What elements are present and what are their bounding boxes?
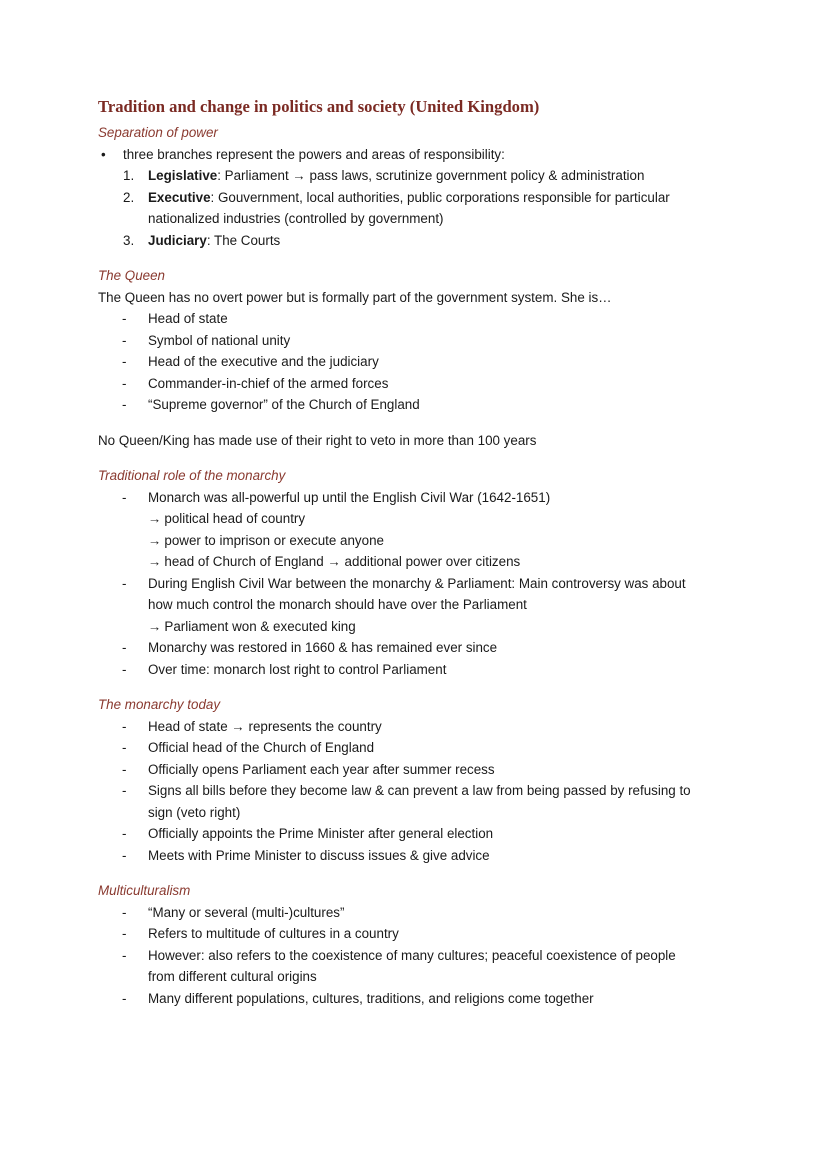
dash-marker: - — [122, 904, 127, 920]
sub-item — [98, 616, 738, 638]
item-text: power to imprison or execute anyone — [164, 532, 384, 548]
dash-marker: - — [122, 783, 127, 798]
item-text: head of Church of England — [164, 554, 328, 569]
dash-item — [98, 637, 738, 659]
dash-item — [98, 330, 738, 352]
sub-item — [98, 551, 738, 573]
dash-item — [98, 823, 738, 845]
dash-marker: - — [122, 926, 127, 941]
item-text: Symbol of national unity — [148, 332, 291, 348]
arrow-icon: → — [148, 532, 162, 548]
item-continuation: from different cultural origins — [148, 969, 317, 984]
dash-marker: - — [122, 947, 127, 963]
term-legislative: Legislative — [148, 168, 218, 183]
term-executive: Executive — [148, 189, 211, 205]
numbered-item-judiciary — [98, 230, 738, 252]
item-text: Meets with Prime Minister to discuss issues & give advice — [148, 847, 490, 863]
item-text: : Parliament — [217, 168, 293, 183]
arrow-icon: → — [292, 168, 306, 183]
item-text: Officially opens Parliament each year after summer recess — [148, 761, 495, 777]
item-text: During English Civil War between the monarchy & Parliament: Main controversy was about — [148, 575, 686, 591]
dash-marker: - — [122, 354, 127, 369]
dash-item — [98, 716, 738, 738]
dash-item — [98, 902, 738, 924]
document-title: Tradition and change in politics and society (United Kingdom) — [98, 97, 540, 116]
section-title-queen: The Queen — [98, 268, 165, 283]
item-text: additional power over citizens — [340, 554, 521, 569]
bullet-marker: • — [101, 146, 106, 162]
section-title-multiculturalism: Multiculturalism — [98, 883, 191, 898]
item-text: pass laws, scrutinize government policy & administration — [305, 168, 645, 183]
item-text: “Supreme governor” of the Church of England — [148, 397, 420, 412]
item-text: Signs all bills before they become law & can prevent a law from being passed by refusing to — [148, 783, 691, 798]
item-text: : The Courts — [206, 232, 281, 248]
dash-marker: - — [122, 489, 127, 505]
dash-item — [98, 923, 738, 945]
arrow-icon: → — [148, 618, 162, 634]
item-text: Officially appoints the Prime Minister after general election — [148, 826, 494, 841]
item-text: political head of country — [164, 511, 306, 526]
item-text: Commander-in-chief of the armed forces — [148, 375, 389, 391]
item-text: Monarchy was restored in 1660 & has remained ever since — [148, 640, 498, 655]
arrow-icon: → — [148, 511, 162, 526]
item-text: However: also refers to the coexistence of many cultures; peaceful coexistence of people — [148, 947, 676, 963]
item-text: Refers to multitude of cultures in a country — [148, 926, 399, 941]
arrow-icon: → — [148, 554, 162, 569]
item-continuation: nationalized industries (controlled by government) — [148, 211, 444, 226]
paragraph: No Queen/King has made use of their right to veto in more than 100 years — [98, 432, 537, 448]
item-text: Official head of the Church of England — [148, 740, 375, 755]
dash-marker: - — [122, 640, 127, 655]
section-title-traditional: Traditional role of the monarchy — [98, 468, 286, 483]
bullet-item — [98, 144, 738, 166]
item-text: Over time: monarch lost right to control Parliament — [148, 661, 447, 677]
dash-item — [98, 308, 738, 330]
item-text: : Gouvernment, local authorities, public corporations responsible for particular — [210, 189, 670, 205]
item-text: “Many or several (multi-)cultures” — [148, 904, 345, 920]
dash-item — [98, 373, 738, 395]
number-marker: 2. — [123, 189, 135, 205]
item-text: Head of state — [148, 718, 232, 734]
arrow-icon: → — [327, 554, 341, 569]
item-continuation: how much control the monarch should have over the Parliament — [148, 597, 527, 612]
dash-item — [98, 737, 738, 759]
item-text: Head of state — [148, 311, 228, 326]
dash-item — [98, 659, 738, 681]
dash-item — [98, 988, 738, 1010]
arrow-icon: → — [231, 718, 245, 734]
section-title-today: The monarchy today — [98, 697, 221, 712]
number-marker: 3. — [123, 232, 135, 248]
section-title-separation: Separation of power — [98, 125, 218, 140]
dash-marker: - — [122, 718, 127, 734]
dash-marker: - — [122, 990, 127, 1006]
dash-marker: - — [122, 740, 127, 755]
dash-item — [98, 394, 738, 416]
paragraph: The Queen has no overt power but is formally part of the government system. She is… — [98, 289, 612, 305]
term-judiciary: Judiciary — [148, 232, 207, 248]
dash-marker: - — [122, 575, 127, 591]
dash-marker: - — [122, 847, 127, 863]
item-text: Many different populations, cultures, traditions, and religions come together — [148, 990, 594, 1006]
document-content — [98, 96, 738, 1009]
numbered-item-executive — [98, 187, 738, 209]
dash-marker: - — [122, 375, 127, 391]
dash-item — [98, 573, 738, 595]
sub-item — [98, 530, 738, 552]
number-marker: 1. — [123, 168, 135, 183]
dash-marker: - — [122, 761, 127, 777]
numbered-item-legislative — [98, 165, 738, 187]
dash-marker: - — [122, 311, 127, 326]
item-text: Head of the executive and the judiciary — [148, 354, 379, 369]
dash-item — [98, 351, 738, 373]
item-text: Monarch was all-powerful up until the English Civil War (1642-1651) — [148, 489, 551, 505]
dash-marker: - — [122, 332, 127, 348]
dash-item — [98, 487, 738, 509]
dash-marker: - — [122, 397, 127, 412]
item-text: Parliament won & executed king — [164, 618, 356, 634]
dash-marker: - — [122, 661, 127, 677]
dash-item — [98, 945, 738, 967]
bullet-text: three branches represent the powers and areas of responsibility: — [123, 146, 505, 162]
dash-item — [98, 845, 738, 867]
dash-marker: - — [122, 826, 127, 841]
item-continuation: sign (veto right) — [148, 804, 241, 820]
item-text: represents the country — [244, 718, 382, 734]
sub-item — [98, 508, 738, 530]
dash-item — [98, 759, 738, 781]
dash-item — [98, 780, 738, 802]
